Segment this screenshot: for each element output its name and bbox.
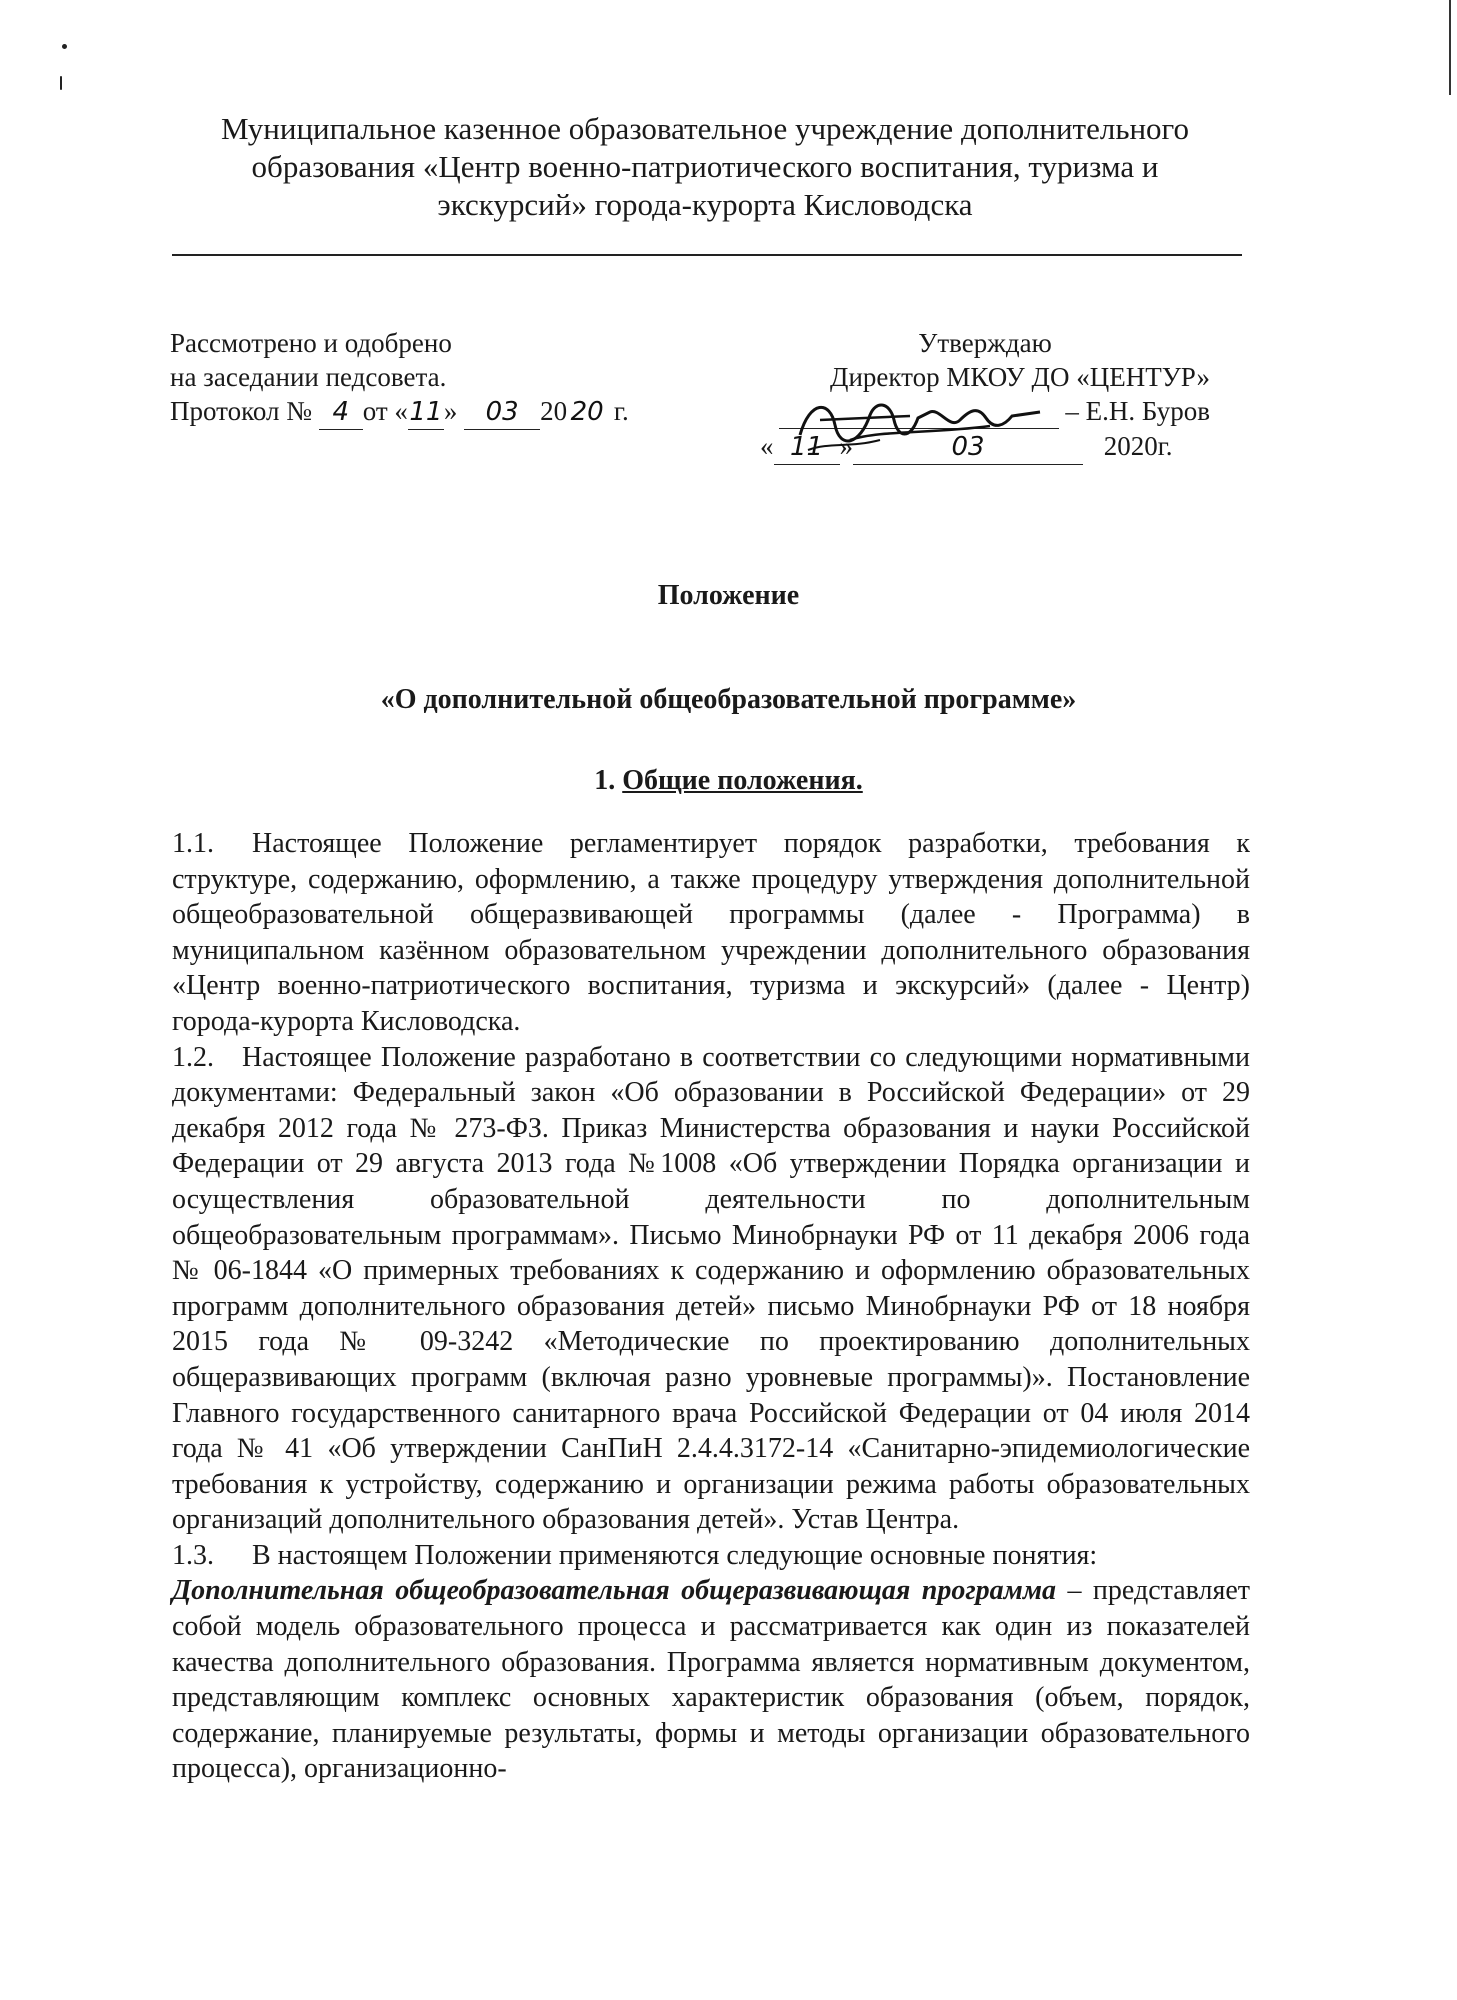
scan-speck [62, 44, 67, 49]
protocol-number: 4 [319, 395, 363, 430]
section-heading [0, 765, 1457, 797]
paragraph-text: Настоящее Положение регламентирует порядок разработки, требования к структуре, содержанию, оформлению, а также процедуру утверждения дополнительной общеобразовательной общеразвивающей программы (далее - Программа) в муниципальном казённом образовательном учреждении дополнительного образования «Центр военно-патриотического воспитания, туризма и экскурсий» (далее - Центр) города-курорта Кисловодска. [172, 828, 1250, 1037]
paragraph-1-2 [172, 1040, 1250, 1538]
institution-header [150, 110, 1260, 224]
protocol-quote-close: » [443, 396, 458, 426]
reviewed-line-1: Рассмотрено и одобрено [170, 328, 452, 358]
signer-name: – Е.Н. Буров [1065, 396, 1210, 426]
director-title: Директор МКОУ ДО «ЦЕНТУР» [830, 362, 1210, 392]
scan-edge-line [1449, 0, 1451, 95]
paragraph-text: Настоящее Положение разработано в соответствии со следующими нормативными документами: Федеральный закон «Об образовании в Российской Федерации» от 29 декабря 2012 года № 273-ФЗ. Приказ Министерства образования и науки Российской Федерации от 29 августа 2013 года №1008 «Об утверждении Порядка организации и осуществления образовательной деятельности по дополнительным общеобразовательным программам». Письмо Минобрнауки РФ от 11 декабря 2006 года № 06-1844 «О примерных требованиях к содержанию и оформлению образовательных программ дополнительного образования детей» письмо Минобрнауки РФ от 18 ноября 2015 года № 09-3242 «Методические по проектированию дополнительных общеразвивающих программ (включая разно уровневые программы)». Постановление Главного государственного санитарного врача Российской Федерации от 04 июля 2014 года № 41 «Об утверждении СанПиН 2.4.4.3172-14 «Санитарно-эпидемиологические требования к устройству, содержанию и организации режима работы образовательных организаций дополнительного образования детей». Устав Центра. [172, 1041, 1250, 1536]
definition-paragraph [172, 1573, 1250, 1787]
approve-heading: Утверждаю [918, 328, 1052, 358]
section-title: Общие положения. [622, 765, 863, 796]
protocol-year-suffix: 20 [570, 397, 604, 427]
header-divider [172, 254, 1242, 256]
scan-speck [60, 76, 62, 90]
header-line-2: образования «Центр военно-патриотического воспитания, туризма и [251, 149, 1159, 184]
approval-month: 03 [853, 430, 1083, 465]
section-number: 1. [594, 765, 616, 796]
document-title: Положение [657, 580, 800, 611]
paragraph-text: В настоящем Положении применяются следующие основные понятия: [252, 1539, 1098, 1571]
approval-day: 11 [774, 430, 840, 465]
protocol-from-label: от « [362, 396, 408, 426]
header-line-3: экскурсий» города-курорта Кисловодска [437, 187, 973, 222]
protocol-day: 11 [408, 395, 444, 430]
defined-term: Дополнительная общеобразовательная общеразвивающая программа [172, 1575, 1057, 1607]
paragraph-number: 1.3. [172, 1539, 214, 1571]
protocol-label: Протокол № [170, 396, 312, 426]
header-line-1: Муниципальное казенное образовательное учреждение дополнительного [221, 111, 1189, 146]
document-subtitle: «О дополнительной общеобразовательной программе» [380, 684, 1077, 715]
document-body [172, 826, 1250, 1787]
director-signature [790, 390, 1050, 460]
date-quote-close: » [839, 431, 853, 461]
paragraph-1-3 [172, 1538, 1250, 1574]
approval-year: 2020г. [1103, 431, 1173, 461]
reviewed-line-2: на заседании педсовета. [170, 362, 447, 392]
definition-text: – представляет собой модель образовательного процесса и рассматривается как один из показателей качества дополнительного образования. Программа является нормативным документом, представляющим комплекс основных характеристик образования (объем, порядок, содержание, планируемые результаты, формы и методы организации образовательного процесса), организационно- [172, 1575, 1250, 1785]
protocol-month: 03 [464, 395, 540, 430]
date-quote-open: « [760, 431, 774, 461]
approval-reviewed-block [170, 326, 690, 430]
paragraph-number: 1.1. [172, 828, 214, 859]
paragraph-1-1 [172, 826, 1250, 1040]
paragraph-number: 1.2. [172, 1041, 214, 1073]
protocol-line [170, 394, 690, 430]
protocol-year-unit: г. [613, 396, 629, 426]
protocol-year-prefix: 20 [540, 396, 568, 426]
